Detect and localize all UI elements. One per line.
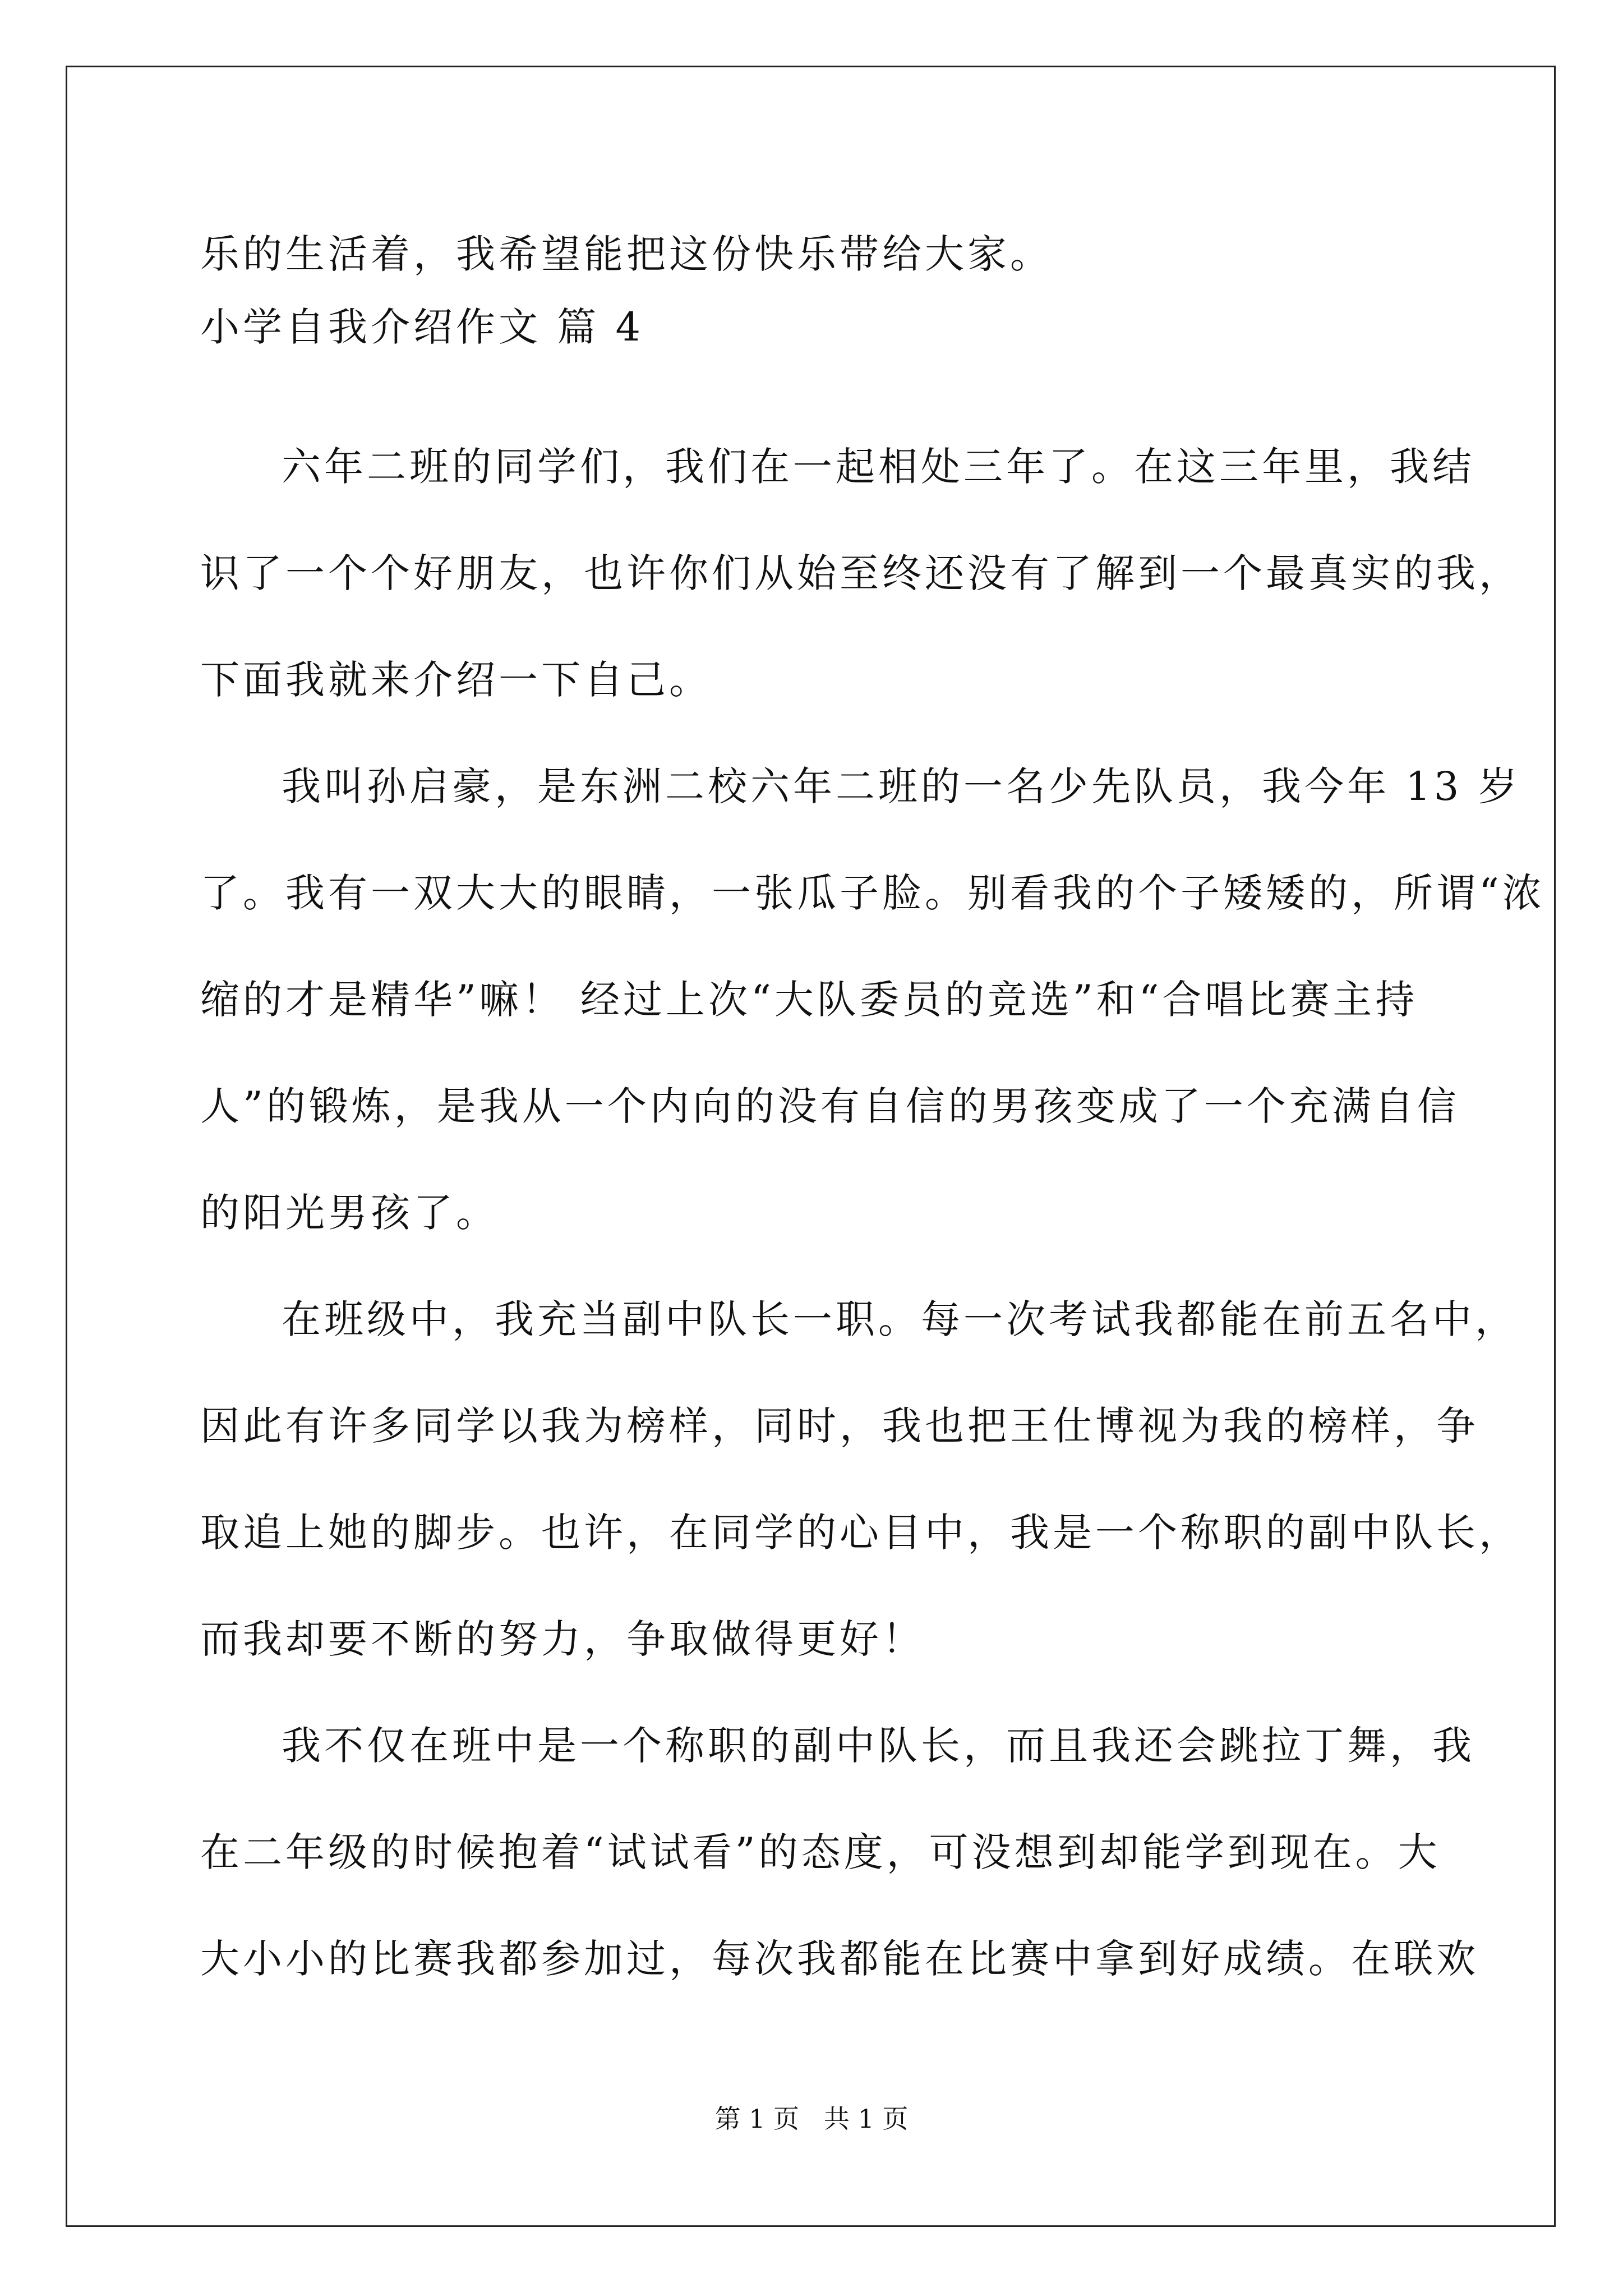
page-number-footer: 第 1 页 共 1 页 [714, 2104, 909, 2134]
paragraph-first-line: 在班级中，我充当副中队长一职。每一次考试我都能在前五名中， [282, 1296, 1518, 1342]
text-line: 而我却要不断的努力，争取做得更好！ [200, 1616, 925, 1662]
text-line: 缩的才是精华”嘛！ 经过上次“大队委员的竞选”和“合唱比赛主持 [200, 977, 1418, 1023]
text-line: 的阳光男孩了。 [200, 1190, 499, 1236]
text-line: 乐的生活着，我希望能把这份快乐带给大家。 [200, 231, 1053, 277]
section-heading: 小学自我介绍作文 篇 4 [200, 304, 644, 350]
paragraph-first-line: 我叫孙启豪，是东洲二校六年二班的一名少先队员，我今年 13 岁 [282, 763, 1521, 809]
paragraph-first-line: 六年二班的同学们，我们在一起相处三年了。在这三年里，我结 [282, 444, 1475, 490]
text-line: 识了一个个好朋友，也许你们从始至终还没有了解到一个最真实的我， [200, 550, 1521, 596]
text-line: 大小小的比赛我都参加过，每次我都能在比赛中拿到好成绩。在联欢 [200, 1936, 1479, 1982]
text-line: 人”的锻炼，是我从一个内向的没有自信的男孩变成了一个充满自信 [200, 1083, 1460, 1129]
text-line: 下面我就来介绍一下自己。 [200, 657, 712, 703]
text-line: 了。我有一双大大的眼睛，一张瓜子脸。别看我的个子矮矮的，所谓“浓 [200, 870, 1545, 916]
paragraph-first-line: 我不仅在班中是一个称职的副中队长，而且我还会跳拉丁舞，我 [282, 1723, 1475, 1769]
text-line: 取追上她的脚步。也许，在同学的心目中，我是一个称职的副中队长， [200, 1510, 1521, 1556]
page-border [66, 66, 1556, 2227]
text-line: 在二年级的时候抱着“试试看”的态度，可没想到却能学到现在。大 [200, 1829, 1441, 1875]
text-line: 因此有许多同学以我为榜样，同时，我也把王仕博视为我的榜样，争 [200, 1403, 1479, 1449]
